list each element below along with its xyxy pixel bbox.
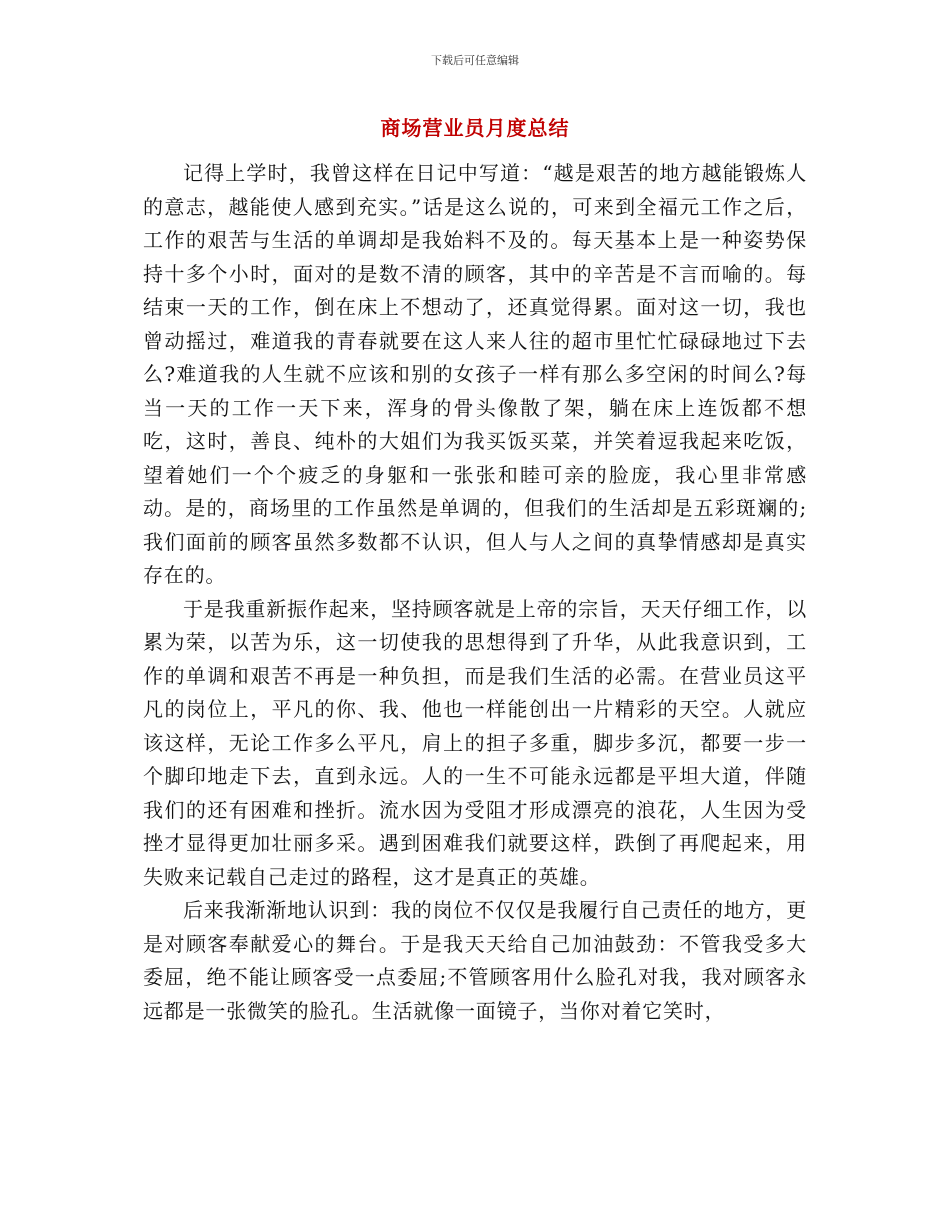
document-title: 商场营业员月度总结 xyxy=(380,116,570,140)
paragraph-2: 于是我重新振作起来，坚持顾客就是上帝的宗旨，天天仔细工作，以累为荣，以苦为乐，这一切使我的思想得到了升华，从此我意识到，工作的单调和艰苦不再是一种负担，而是我们生活的必需。在营业员这平凡的岗位上，平凡的你、我、他也一样能创出一片精彩的天空。人就应该这样，无论工作多么平凡，肩上的担子多重，脚步多沉，都要一步一个脚印地走下去，直到永远。人的一生不可能永远都是平坦大道，伴随我们的还有困难和挫折。流水因为受阻才形成漂亮的浪花，人生因为受挫才显得更加壮丽多采。遇到困难我们就要这样，跌倒了再爬起来，用失败来记载自己走过的路程，这才是真正的英雄。 xyxy=(143,596,807,889)
paragraph-1: 记得上学时，我曾这样在日记中写道：“越是艰苦的地方越能锻炼人的意志，越能使人感到充实。”话是这么说的，可来到全福元工作之后，工作的艰苦与生活的单调却是我始料不及的。每天基本上是一种姿势保持十多个小时，面对的是数不清的顾客，其中的辛苦是不言而喻的。每结束一天的工作，倒在床上不想动了，还真觉得累。面对这一切，我也曾动摇过，难道我的青春就要在这人来人往的超市里忙忙碌碌地过下去么?难道我的人生就不应该和别的女孩子一样有那么多空闲的时间么?每当一天的工作一天下来，浑身的骨头像散了架，躺在床上连饭都不想吃，这时，善良、纯朴的大姐们为我买饭买菜，并笑着逗我起来吃饭，望着她们一个个疲乏的身躯和一张张和睦可亲的脸庞，我心里非常感动。是的，商场里的工作虽然是单调的，但我们的生活却是五彩斑斓的;我们面前的顾客虽然多数都不认识，但人与人之间的真挚情感却是真实存在的。 xyxy=(143,161,807,587)
page-header-note: 下载后可任意编辑 xyxy=(431,54,519,67)
paragraph-3: 后来我渐渐地认识到：我的岗位不仅仅是我履行自己责任的地方，更是对顾客奉献爱心的舞台。于是我天天给自己加油鼓劲：不管我受多大委屈，绝不能让顾客受一点委屈;不管顾客用什么脸孔对我，我对顾客永远都是一张微笑的脸孔。生活就像一面镜子，当你对着它笑时， xyxy=(143,898,807,1023)
document-body xyxy=(143,157,807,1028)
